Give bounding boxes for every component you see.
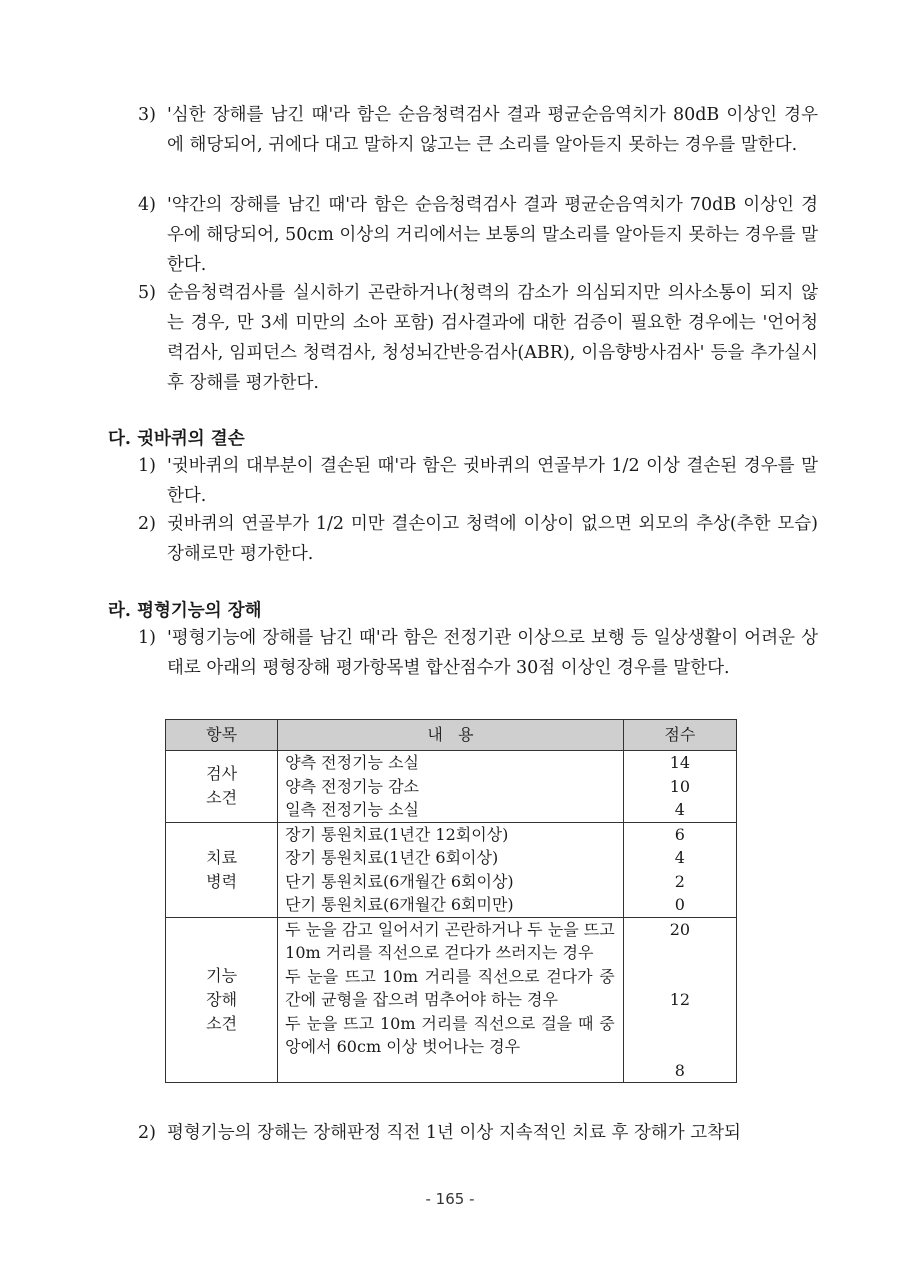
score-cell <box>623 917 736 1083</box>
item-text: 순음청력검사를 실시하기 곤란하거나(청력의 감소가 의심되지만 의사소통이 되지 않는 경우, 만 3세 미만의 소아 포함) 검사결과에 대한 검증이 필요한 경우에는 '언어청력검사, 임피던스 청력검사, 청성뇌간반응검사(ABR), 이음향방사검사' 등을 추가실시 후 장해를 평가한다. <box>167 283 818 393</box>
score-spacer <box>624 1012 736 1036</box>
item-number: 2) <box>138 1123 156 1143</box>
item-number: 1) <box>138 628 156 648</box>
table-row <box>166 822 737 917</box>
list-item <box>138 100 818 160</box>
header-category: 항목 <box>166 720 278 751</box>
item-text: '평형기능에 장해를 남긴 때'라 함은 전정기관 이상으로 보행 등 일상생활이 어려운 상태로 아래의 평형장해 평가항목별 합산점수가 30점 이상인 경우를 말한다. <box>167 628 818 678</box>
category-label: 장해 <box>206 989 238 1009</box>
score-value: 8 <box>674 1060 685 1080</box>
category-label: 기능 <box>206 965 238 985</box>
content-line: 단기 통원치료(6개월간 6회이상) <box>285 871 514 891</box>
list-item <box>138 190 818 280</box>
list-item <box>138 278 818 398</box>
score-cell <box>623 822 736 917</box>
score-value: 20 <box>669 919 691 939</box>
category-cell <box>166 917 278 1083</box>
content-line: 장기 통원치료(1년간 6회이상) <box>285 848 499 867</box>
item-text: '심한 장해를 남긴 때'라 함은 순음청력검사 결과 평균순음역치가 80dB 이상인 경우에 해당되어, 귀에다 대고 말하지 않고는 큰 소리를 알아듣지 못하는 경우를 말한다. <box>167 105 818 155</box>
score-value: 2 <box>674 871 685 891</box>
content-line: 양측 전정기능 감소 <box>285 776 419 796</box>
table-row <box>166 917 737 1083</box>
category-label: 검사 <box>206 764 238 784</box>
item-number: 5) <box>138 283 156 303</box>
content-cell <box>278 822 624 917</box>
item-number: 2) <box>138 514 156 534</box>
item-text: 평형기능의 장해는 장해판정 직전 1년 이상 지속적인 치료 후 장해가 고착되 <box>167 1123 741 1143</box>
section-heading: 다. 귓바퀴의 결손 <box>108 429 245 449</box>
header-content: 내 용 <box>278 720 624 751</box>
content-line: 단기 통원치료(6개월간 6회미만) <box>285 895 514 914</box>
score-value: 4 <box>674 800 685 819</box>
category-label: 치료 <box>206 847 238 867</box>
content-line: 양측 전정기능 소실 <box>285 753 419 772</box>
content-line: 두 눈을 뜨고 10m 거리를 직선으로 걸을 때 중앙에서 60cm 이상 벗어나는 경우 <box>285 1013 615 1056</box>
category-cell <box>166 751 278 823</box>
category-label: 소견 <box>206 788 238 808</box>
content-line: 두 눈을 감고 일어서기 곤란하거나 두 눈을 뜨고 10m 거리를 직선으로 걷다가 쓰러지는 경우 <box>285 919 615 962</box>
header-score: 점수 <box>623 720 736 751</box>
score-spacer <box>624 965 736 989</box>
category-label: 병력 <box>206 871 238 891</box>
content-line: 장기 통원치료(1년간 12회이상) <box>285 824 509 844</box>
content-cell <box>278 917 624 1083</box>
score-spacer <box>624 941 736 965</box>
item-number: 4) <box>138 195 156 215</box>
list-item <box>138 1118 818 1148</box>
item-text: '귓바퀴의 대부분이 결손된 때'라 함은 귓바퀴의 연골부가 1/2 이상 결손된 경우를 말한다. <box>167 456 818 506</box>
score-value: 6 <box>674 824 685 844</box>
balance-score-table <box>165 719 737 1083</box>
category-label: 소견 <box>206 1013 238 1033</box>
content-cell <box>278 751 624 823</box>
score-spacer <box>624 1035 736 1059</box>
list-item <box>138 509 818 569</box>
item-text: 귓바퀴의 연골부가 1/2 미만 결손이고 청력에 이상이 없으면 외모의 추상(추한 모습)장해로만 평가한다. <box>167 514 818 564</box>
content-line: 두 눈을 뜨고 10m 거리를 직선으로 걷다가 중간에 균형을 잡으려 멈추어야 하는 경우 <box>285 966 615 1009</box>
table-row <box>166 751 737 823</box>
score-value: 12 <box>669 990 691 1009</box>
list-item <box>138 451 818 511</box>
category-cell <box>166 822 278 917</box>
item-number: 3) <box>138 105 156 125</box>
score-value: 0 <box>674 895 685 914</box>
list-item <box>138 623 818 683</box>
item-number: 1) <box>138 456 156 476</box>
content-line: 일측 전정기능 소실 <box>285 800 419 819</box>
score-value: 10 <box>669 776 691 796</box>
item-text: '약간의 장해를 남긴 때'라 함은 순음청력검사 결과 평균순음역치가 70dB 이상인 경우에 해당되어, 50cm 이상의 거리에서는 보통의 말소리를 알아듣지 못하는 경우를 말한다. <box>167 195 818 275</box>
section-heading: 라. 평형기능의 장해 <box>108 601 262 621</box>
page-number: - 165 - <box>425 1190 475 1208</box>
score-value: 14 <box>669 753 691 772</box>
score-value: 4 <box>674 848 685 867</box>
score-cell <box>623 751 736 823</box>
table-header-row <box>166 720 737 751</box>
